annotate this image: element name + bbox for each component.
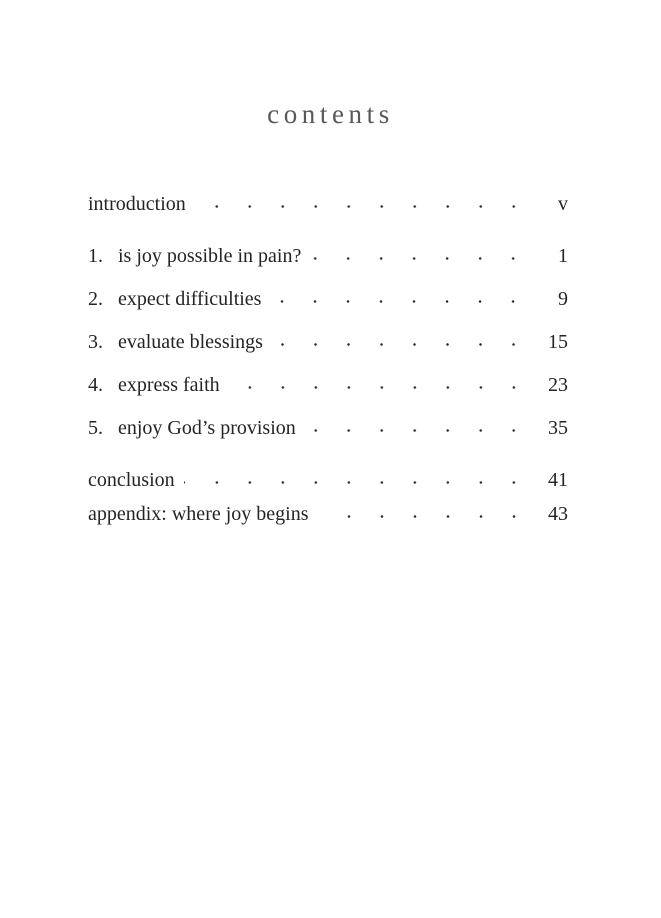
dot-leader [310,257,532,262]
toc-entry-number: 1. [88,245,103,267]
toc-entry-page: v [558,193,568,215]
toc-entry-label: expect difficulties [118,288,262,310]
table-of-contents [88,190,568,528]
toc-entry-label: introduction [88,193,186,215]
toc-row [88,371,568,399]
toc-entry-number: 3. [88,331,103,353]
dot-leader [184,481,532,486]
toc-entry-label: enjoy God’s provision [118,417,296,439]
toc-row [88,466,568,494]
toc-entry-label: express faith [118,374,220,396]
dot-leader [270,300,532,305]
toc-entry-number: 4. [88,374,103,396]
toc-entry-number: 2. [88,288,103,310]
toc-entry-page: 15 [548,331,568,353]
toc-entry-label: appendix: where joy begins [88,503,309,525]
toc-entry-label: conclusion [88,469,175,491]
dot-leader [305,429,532,434]
toc-row [88,285,568,313]
toc-row [88,328,568,356]
dot-leader [229,386,532,391]
toc-entry-page: 23 [548,374,568,396]
toc-row [88,190,568,218]
toc-entry-page: 9 [558,288,568,310]
dot-leader [195,205,532,210]
toc-row [88,500,568,528]
toc-row [88,414,568,442]
toc-entry-label: evaluate blessings [118,331,263,353]
dot-leader [318,515,533,520]
dot-leader [272,343,532,348]
toc-entry-page: 1 [558,245,568,267]
toc-entry-page: 43 [548,503,568,525]
toc-row [88,242,568,270]
toc-entry-page: 41 [548,469,568,491]
toc-entry-page: 35 [548,417,568,439]
page-title: contents [267,99,394,129]
toc-entry-number: 5. [88,417,103,439]
toc-entry-label: is joy possible in pain? [118,245,302,267]
